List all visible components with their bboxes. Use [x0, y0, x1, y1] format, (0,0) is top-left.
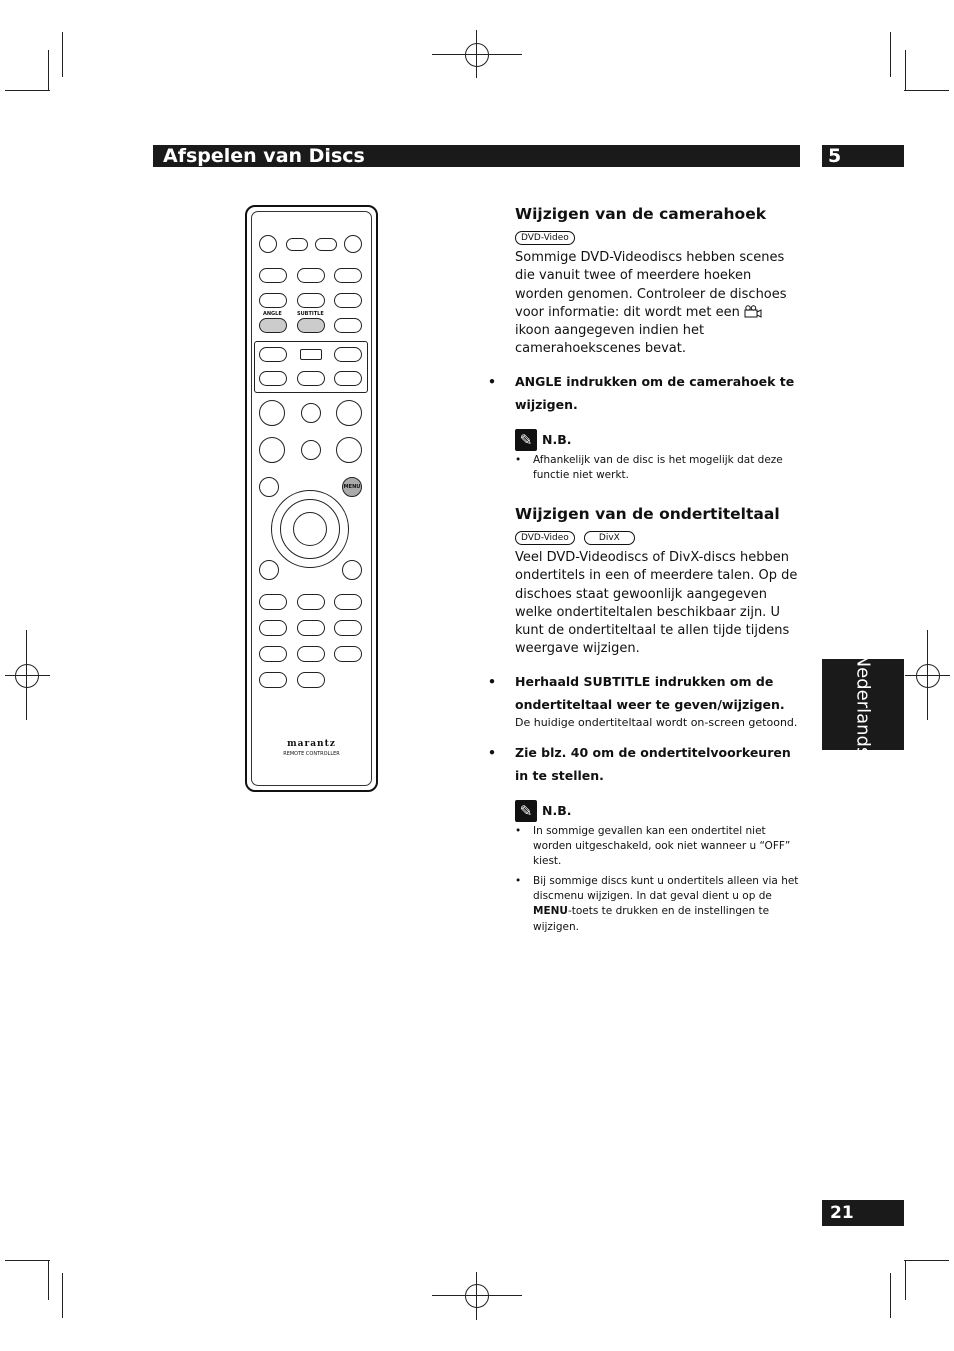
- header-bar: [153, 145, 800, 167]
- remote-button: [334, 318, 362, 333]
- remote-button: [259, 437, 285, 463]
- badge-dvd-video: DVD-Video: [515, 531, 575, 545]
- remote-button: [334, 293, 362, 308]
- section-body: [515, 249, 800, 359]
- pencil-icon: ✎: [515, 429, 537, 451]
- remote-button: [301, 403, 321, 423]
- bullet-icon: •: [515, 824, 522, 837]
- note-item: [515, 453, 800, 484]
- note-block: [488, 429, 800, 484]
- remote-button: [259, 672, 287, 688]
- instruction-bullet: [488, 670, 800, 730]
- bullet-icon: •: [488, 744, 496, 760]
- section-camera-angle: [488, 205, 800, 483]
- note-text: Bij sommige discs kunt u ondertitels alleen via het discmenu wijzigen. In dat geval dient u op de: [533, 874, 799, 902]
- badge-divx: DivX: [584, 531, 635, 545]
- language-tab: [822, 653, 904, 756]
- page-number: 21: [830, 1203, 854, 1223]
- remote-brand-logo: marantz: [287, 739, 336, 749]
- chapter-number: 5: [828, 145, 842, 167]
- remote-angle-button: [259, 318, 287, 333]
- remote-button: [259, 293, 287, 308]
- remote-illustration: [245, 205, 378, 792]
- instruction-text: Zie blz. 40 om de ondertitelvoorkeuren in te stellen.: [515, 744, 791, 783]
- remote-button: [259, 620, 287, 636]
- page-number-box: [822, 1200, 904, 1226]
- note-text-continued: -toets te drukken en de instellingen te wijzigen.: [533, 905, 770, 933]
- remote-button: [300, 349, 322, 360]
- instruction-text: Herhaald SUBTITLE indrukken om de ondertiteltaal weer te geven/wijzigen.: [515, 673, 785, 712]
- remote-button: [259, 560, 279, 580]
- camera-angle-icon: [744, 305, 762, 318]
- remote-brand-subtitle: REMOTE CONTROLLER: [283, 751, 340, 757]
- remote-button: [286, 238, 308, 251]
- remote-button: [334, 347, 362, 362]
- note-item: [515, 874, 800, 935]
- section-heading: Wijzigen van de camerahoek: [515, 205, 767, 223]
- pencil-icon: ✎: [515, 800, 537, 822]
- bullet-icon: •: [515, 874, 522, 887]
- remote-power-button: [259, 235, 277, 253]
- remote-button: [334, 268, 362, 283]
- remote-button: [336, 437, 362, 463]
- remote-button: [259, 646, 287, 662]
- remote-button: [297, 594, 325, 610]
- instruction-subtext: De huidige ondertiteltaal wordt on-screen getoond.: [515, 715, 798, 729]
- note-title: N.B.: [542, 432, 572, 448]
- remote-button: [297, 672, 325, 688]
- remote-angle-label: ANGLE: [263, 311, 282, 317]
- instruction-bullet: [488, 741, 800, 787]
- bullet-icon: •: [488, 673, 496, 689]
- remote-button: [315, 238, 337, 251]
- section-body: Veel DVD-Videodiscs of DivX-discs hebben ondertitels in een of meerdere talen. Op de dischoes staat gewoonlijk aangegeven welke ondertiteltalen beschikbaar zijn. U kunt de ondertiteltaal te allen tijde tijdens weergave wijzigen.: [515, 550, 798, 657]
- remote-button: [259, 371, 287, 386]
- note-text: Afhankelijk van de disc is het mogelijk dat deze functie niet werkt.: [533, 453, 783, 482]
- body-text: Sommige DVD-Videodiscs hebben scenes die vanuit twee of meerdere hoeken worden genomen. Controleer de dischoes voor informatie: dit wordt met een: [515, 250, 787, 320]
- remote-button: [334, 594, 362, 610]
- remote-button: [301, 440, 321, 460]
- body-text-continued: ikoon aangegeven indien het camerahoekscenes bevat.: [515, 323, 705, 357]
- note-text: In sommige gevallen kan een ondertitel niet worden uitgeschakeld, ook niet wanneer u “OFF” kiest.: [533, 824, 791, 868]
- remote-enter-button: [293, 512, 327, 546]
- remote-button: [259, 594, 287, 610]
- note-title: N.B.: [542, 803, 572, 819]
- remote-button: [297, 646, 325, 662]
- remote-button: [259, 268, 287, 283]
- remote-button: [297, 620, 325, 636]
- page-title: Afspelen van Discs: [163, 145, 365, 167]
- instruction-text: ANGLE indrukken om de camerahoek te wijzigen.: [515, 373, 795, 412]
- remote-button: [259, 477, 279, 497]
- remote-button: [342, 560, 362, 580]
- remote-menu-button: MENU: [342, 477, 362, 497]
- remote-button: [297, 293, 325, 308]
- remote-button: [259, 400, 285, 426]
- menu-key-name: MENU: [533, 905, 568, 918]
- remote-button: [297, 371, 325, 386]
- chapter-box: [822, 145, 904, 167]
- section-heading: Wijzigen van de ondertiteltaal: [515, 505, 780, 523]
- note-item: [515, 824, 800, 870]
- bullet-icon: •: [515, 453, 522, 466]
- remote-button: [334, 371, 362, 386]
- section-subtitle-language: [488, 505, 800, 935]
- remote-open-button: [344, 235, 362, 253]
- badge-dvd-video: DVD-Video: [515, 231, 575, 245]
- remote-button: [334, 646, 362, 662]
- remote-button: [259, 347, 287, 362]
- remote-button: [336, 400, 362, 426]
- remote-subtitle-label: SUBTITLE: [297, 311, 324, 317]
- instruction-bullet: [488, 370, 800, 416]
- bullet-icon: •: [488, 373, 496, 389]
- language-tab-label: Nederlands: [852, 653, 874, 756]
- remote-subtitle-button: [297, 318, 325, 333]
- remote-button: [297, 268, 325, 283]
- remote-button: [334, 620, 362, 636]
- note-block: [488, 800, 800, 935]
